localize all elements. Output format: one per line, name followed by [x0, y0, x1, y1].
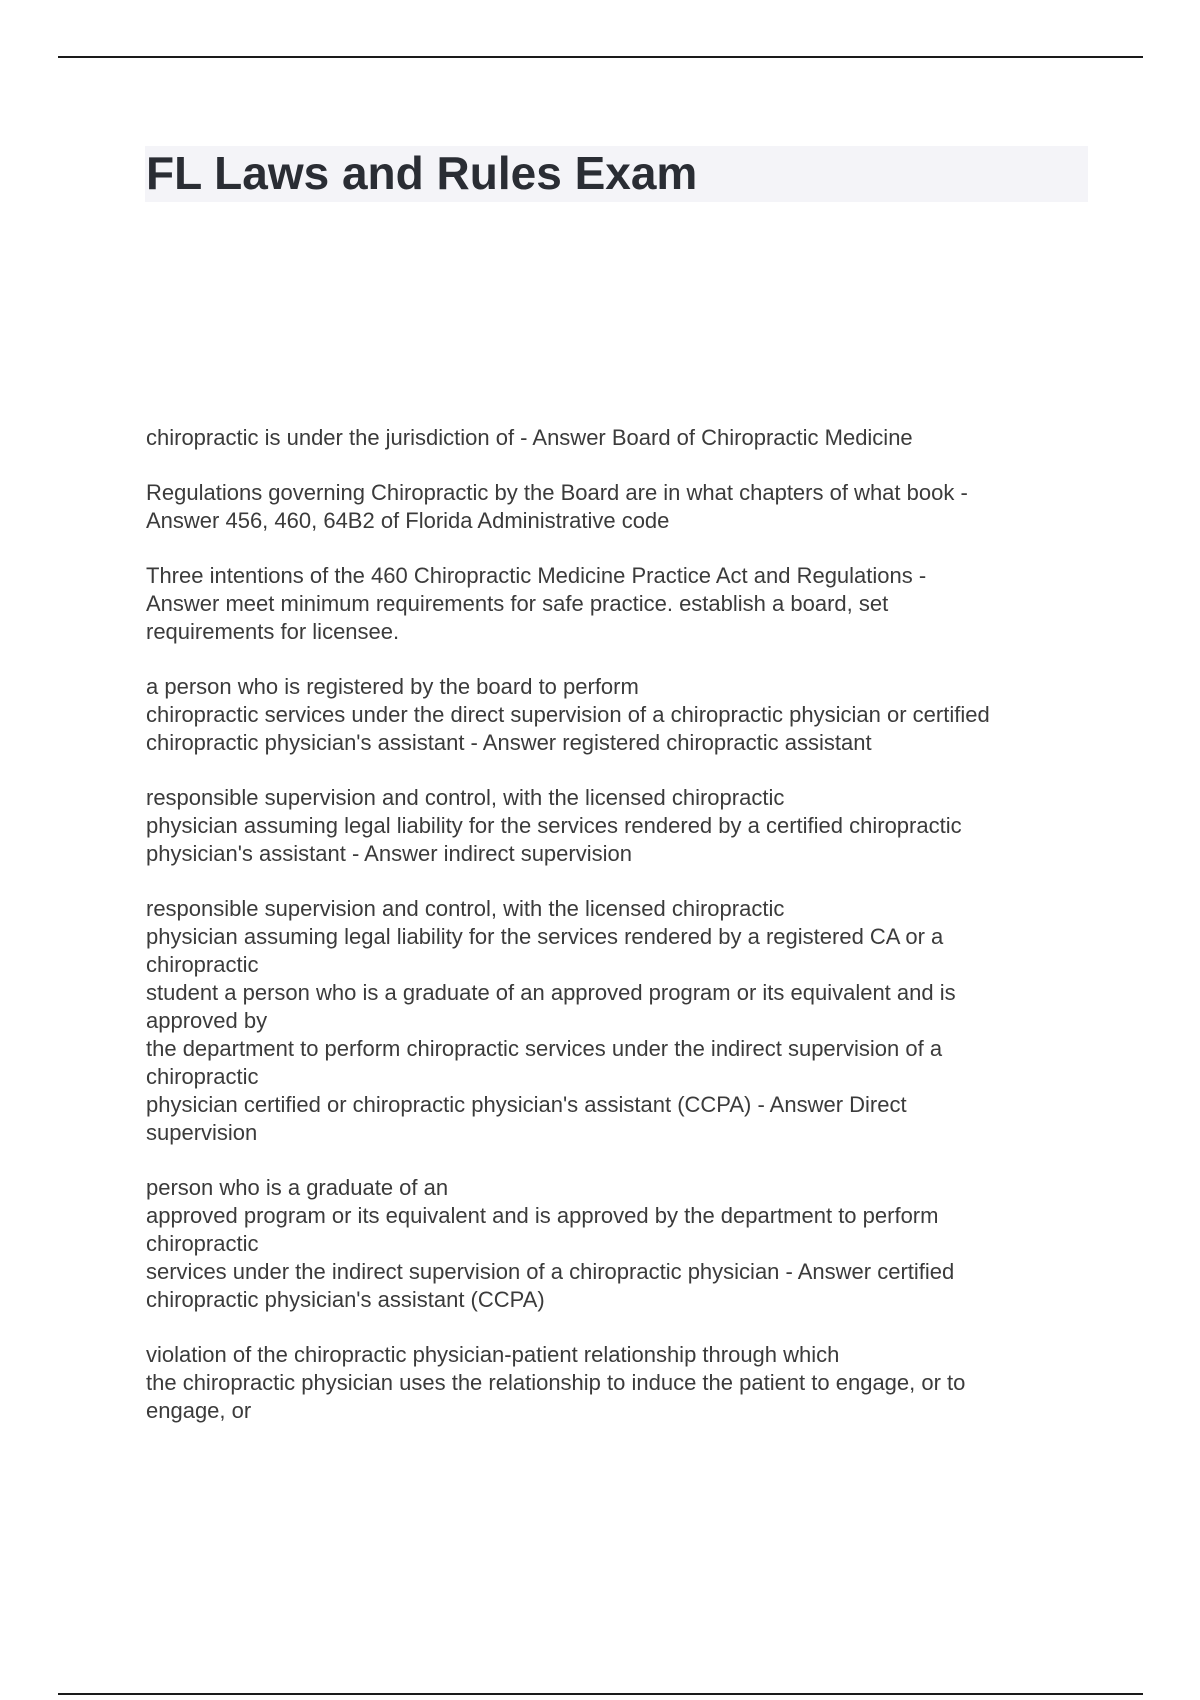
qa-line: Regulations governing Chiropractic by the Board are in what chapters of what book - [146, 480, 968, 505]
qa-line: services under the indirect supervision of a chiropractic physician - Answer certified [146, 1259, 955, 1284]
qa-item [146, 424, 1091, 452]
qa-line: violation of the chiropractic physician-patient relationship through which [146, 1342, 840, 1367]
qa-line: the chiropractic physician uses the relationship to induce the patient to engage, or to [146, 1370, 966, 1395]
qa-line: a person who is registered by the board to perform [146, 674, 639, 699]
qa-item [146, 562, 1091, 646]
qa-line: engage, or [146, 1398, 252, 1423]
qa-item [146, 1341, 1091, 1425]
qa-line: chiropractic [146, 1064, 259, 1089]
qa-list [146, 424, 1091, 1452]
qa-line: responsible supervision and control, with the licensed chiropractic [146, 785, 785, 810]
qa-line: requirements for licensee. [146, 619, 400, 644]
qa-item [146, 479, 1091, 535]
qa-line: responsible supervision and control, with the licensed chiropractic [146, 896, 785, 921]
qa-item [146, 673, 1091, 757]
qa-line: Three intentions of the 460 Chiropractic Medicine Practice Act and Regulations - [146, 563, 927, 588]
bottom-rule [58, 1693, 1143, 1695]
qa-line: person who is a graduate of an [146, 1175, 449, 1200]
qa-line: physician assuming legal liability for the services rendered by a certified chiropractic [146, 813, 962, 838]
qa-line: student a person who is a graduate of an approved program or its equivalent and is [146, 980, 956, 1005]
qa-item [146, 1174, 1091, 1314]
qa-line: chiropractic is under the jurisdiction of - Answer Board of Chiropractic Medicine [146, 425, 913, 450]
qa-item [146, 895, 1091, 1147]
qa-line: chiropractic services under the direct supervision of a chiropractic physician or certified [146, 702, 990, 727]
qa-line: chiropractic [146, 1231, 259, 1256]
qa-line: chiropractic physician's assistant (CCPA) [146, 1287, 545, 1312]
qa-line: physician certified or chiropractic physician's assistant (CCPA) - Answer Direct [146, 1092, 907, 1117]
page-title: FL Laws and Rules Exam [146, 147, 698, 199]
qa-line: chiropractic physician's assistant - Answer registered chiropractic assistant [146, 730, 872, 755]
qa-line: physician assuming legal liability for the services rendered by a registered CA or a [146, 924, 944, 949]
qa-line: approved by [146, 1008, 268, 1033]
qa-line: approved program or its equivalent and is approved by the department to perform [146, 1203, 939, 1228]
qa-item [146, 784, 1091, 868]
qa-line: Answer 456, 460, 64B2 of Florida Administrative code [146, 508, 670, 533]
qa-line: chiropractic [146, 952, 259, 977]
qa-line: physician's assistant - Answer indirect supervision [146, 841, 632, 866]
top-rule [58, 56, 1143, 58]
qa-line: supervision [146, 1120, 258, 1145]
qa-line: the department to perform chiropractic services under the indirect supervision of a [146, 1036, 943, 1061]
qa-line: Answer meet minimum requirements for safe practice. establish a board, set [146, 591, 889, 616]
